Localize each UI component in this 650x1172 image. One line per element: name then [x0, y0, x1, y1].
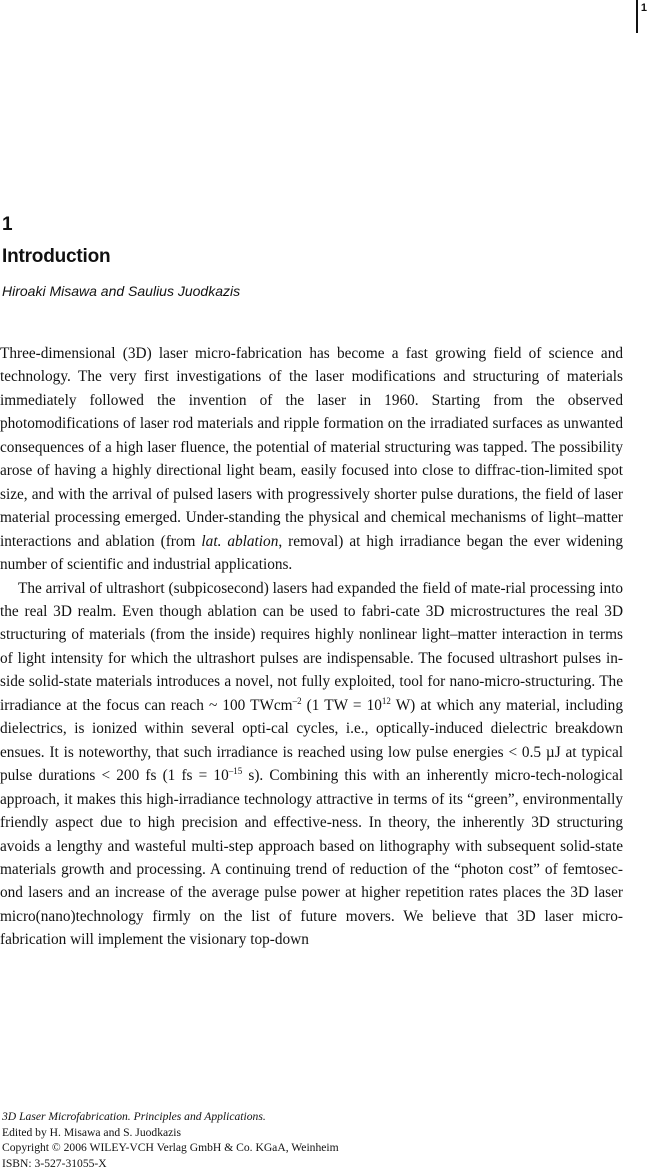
paragraph-2-text-c: W) at which any material, including dielectrics, is ionized within several opti-cal cycles, i.e., optically-induced dielectric breakdown ensues. It is noteworthy, that such irradiance is reached using low pulse energies < 0.5 µJ at typical pulse durations < 200 fs (1 fs = 10 [0, 696, 623, 785]
paragraph-1-text-b: , removal) at high irradiance began the ever widening number of scientific and industrial applications. [0, 532, 623, 574]
paragraph-1-emphasis: lat. ablation [201, 532, 279, 550]
paragraph-2-text-a: The arrival of ultrashort (subpicosecond) lasers had expanded the field of mate-rial processing into the real 3D realm. Even though ablation can be used to fabri-cate 3D microstructures the real 3D structuring of materials (from the inside) requires highly nonlinear light–matter interaction in terms of light intensity for which the ultrashort pulses are indispensable. The focused ultrashort pulses in-side solid-state materials introduces a novel, not fully exploited, tool for nano-micro-structuring. The irradiance at the focus can reach ~ 100 TWcm [0, 579, 623, 714]
superscript-cm-exponent: –2 [292, 695, 302, 706]
footer-book-title: 3D Laser Microfabrication. Principles and Applications. [2, 1110, 266, 1123]
paragraph-1 [0, 342, 623, 577]
chapter-title: Introduction [2, 246, 111, 267]
footer-editors: Edited by H. Misawa and S. Juodkazis [2, 1125, 182, 1139]
paragraph-2 [0, 577, 623, 952]
paragraph-1-text-a: Three-dimensional (3D) laser micro-fabrication has become a fast growing field of science and technology. The very first investigations of the laser modifications and structuring of materials immediately followed the invention of the laser in 1960. Starting from the observed photomodifications of laser rod materials and ripple formation on the irradiated surfaces as unwanted consequences of a high laser fluence, the potential of material structuring was tapped. The possibility arose of having a highly directional light beam, easily focused into close to diffrac-tion-limited spot size, and with the arrival of pulsed lasers with progressively shorter pulse durations, the field of laser material processing emerged. Under-standing the physical and chemical mechanisms of light–matter interactions and ablation (from [0, 345, 623, 550]
chapter-authors: Hiroaki Misawa and Saulius Juodkazis [2, 283, 241, 299]
footer-copyright: Copyright © 2006 WILEY-VCH Verlag GmbH & Co. KGaA, Weinheim [2, 1141, 339, 1154]
footer-isbn: ISBN: 3-527-31055-X [2, 1156, 107, 1170]
superscript-fs-exponent: –15 [228, 766, 243, 777]
paragraph-2-text-d: s). Combining this with an inherently micro-tech-nological approach, it makes this high-irradiance technology attractive in terms of its “green”, environmentally friendly aspect due to high precision and effective-ness. In theory, the inherently 3D structuring avoids a lengthy and wasteful multi-step approach based on lithography with subsequent solid-state materials growth and processing. A continuing trend of reduction of the “photon cost” of femtosec-ond lasers and an increase of the average pulse power at higher repetition rates places the 3D laser micro(nano)technology firmly on the list of future movers. We believe that 3D laser micro-fabrication will implement the visionary top-down [0, 767, 623, 949]
page-number: 1 [640, 2, 647, 14]
chapter-number: 1 [2, 214, 13, 235]
margin-rule [636, 0, 638, 33]
body-text [0, 342, 623, 952]
superscript-tw-exponent: 12 [381, 695, 391, 706]
paragraph-2-text-b: (1 TW = 10 [301, 696, 382, 714]
copyright-footer [2, 1109, 339, 1171]
